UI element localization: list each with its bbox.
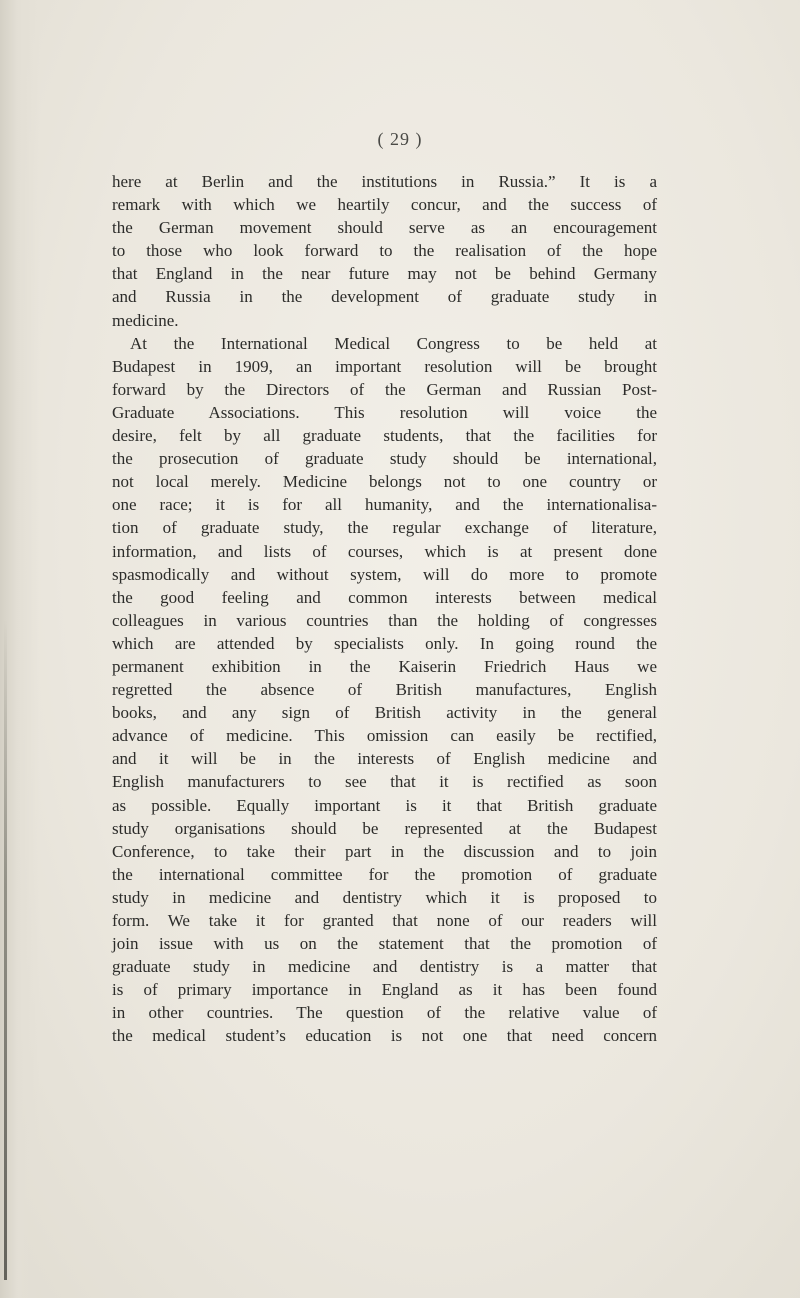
body-text [112,170,657,1048]
paragraph [112,332,657,1048]
text-line: not local merely. Medicine belongs not to one country or [112,472,657,492]
text-line: Graduate Associations. This resolution will voice the [112,402,657,422]
text-line: regretted the absence of British manufactures, English [112,680,657,700]
text-line: join issue with us on the statement that the promotion of [112,934,657,954]
text-line: remark with which we heartily concur, and the success of [112,195,657,215]
text-line: the medical student’s education is not one that need concern [112,1026,657,1046]
text-line: study in medicine and dentistry which it is proposed to [112,887,657,907]
text-line: Conference, to take their part in the discussion and to join [112,841,657,861]
page-edge-mark [4,620,7,1280]
text-line: and it will be in the interests of English medicine and [112,749,657,769]
text-line: to those who look forward to the realisation of the hope [112,241,657,261]
text-line: in other countries. The question of the relative value of [112,1003,657,1023]
paragraph [112,170,657,332]
text-line: as possible. Equally important is it that British graduate [112,795,657,815]
text-line: forward by the Directors of the German and Russian Post- [112,379,657,399]
text-line: English manufacturers to see that it is rectified as soon [112,772,657,792]
text-line: the good feeling and common interests between medical [112,587,657,607]
text-line: and Russia in the development of graduate study in [112,287,657,307]
text-line: permanent exhibition in the Kaiserin Friedrich Haus we [112,656,657,676]
text-line: the prosecution of graduate study should be international, [112,449,657,469]
text-line: advance of medicine. This omission can easily be rectified, [112,726,657,746]
text-line: the German movement should serve as an encouragement [112,218,657,238]
text-line: form. We take it for granted that none of our readers will [112,911,657,930]
text-line: desire, felt by all graduate students, that the facilities for [112,426,657,446]
text-line: tion of graduate study, the regular exchange of literature, [112,518,657,538]
text-line: spasmodically and without system, will do more to promote [112,564,657,584]
text-line: one race; it is for all humanity, and the internationalisa- [112,495,657,515]
text-line: graduate study in medicine and dentistry is a matter that [112,957,657,977]
text-line: Budapest in 1909, an important resolution will be brought [112,356,657,376]
text-line: medicine. [112,310,179,330]
text-line: here at Berlin and the institutions in Russia.” It is a [112,172,657,191]
text-line: colleagues in various countries than the holding of congresses [112,610,657,630]
text-line: books, and any sign of British activity in the general [112,703,657,723]
text-line: that England in the near future may not be behind Germany [112,264,657,284]
text-line: information, and lists of courses, which is at present done [112,541,657,561]
text-line: study organisations should be represented at the Budapest [112,818,657,838]
text-line: is of primary importance in England as it has been found [112,980,657,1000]
text-line: the international committee for the promotion of graduate [112,864,657,884]
page-number: ( 29 ) [377,129,423,149]
text-line: which are attended by specialists only. In going round the [112,633,657,653]
text-line: At the International Medical Congress to be held at [130,333,657,353]
